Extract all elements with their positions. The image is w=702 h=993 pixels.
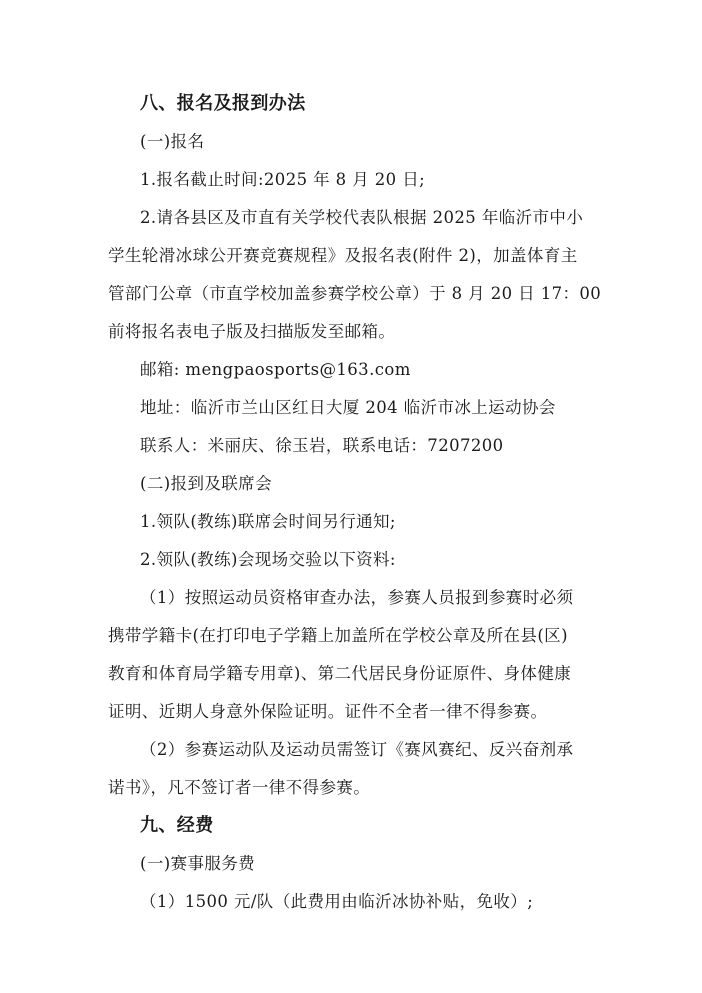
paragraph-deadline: 1.报名截止时间:2025 年 8 月 20 日; bbox=[140, 170, 426, 189]
subsection-service-fee: (一)赛事服务费 bbox=[140, 854, 256, 873]
section-heading-fees: 九、经费 bbox=[140, 815, 214, 836]
paragraph-line: 学生轮滑冰球公开赛竞赛规程》及报名表(附件 2)，加盖体育主 bbox=[108, 246, 578, 265]
paragraph-line: （2）参赛运动队及运动员需签订《赛风赛纪、反兴奋剂承 bbox=[140, 740, 574, 759]
subsection-checkin: (二)报到及联席会 bbox=[140, 474, 272, 493]
paragraph-line: 携带学籍卡(在打印电子学籍上加盖所在学校公章及所在县(区) bbox=[108, 626, 568, 645]
contact-line: 联系人：米丽庆、徐玉岩，联系电话：7207200 bbox=[140, 436, 504, 455]
paragraph-line: （1）1500 元/队（此费用由临沂冰协补贴，免收）; bbox=[140, 892, 534, 911]
paragraph-line: 2.领队(教练)会现场交验以下资料: bbox=[140, 550, 396, 569]
paragraph-line: 1.领队(教练)联席会时间另行通知; bbox=[140, 512, 396, 531]
paragraph-line: 2.请各县区及市直有关学校代表队根据 2025 年临沂市中小 bbox=[140, 208, 584, 227]
paragraph-line: 证明、近期人身意外保险证明。证件不全者一律不得参赛。 bbox=[108, 702, 548, 721]
paragraph-line: 前将报名表电子版及扫描版发至邮箱。 bbox=[108, 322, 396, 341]
paragraph-line: 教育和体育局学籍专用章)、第二代居民身份证原件、身体健康 bbox=[108, 664, 572, 683]
paragraph-line: 诺书》，凡不签订者一律不得参赛。 bbox=[108, 778, 371, 797]
address-line: 地址：临沂市兰山区红日大厦 204 临沂市冰上运动协会 bbox=[140, 398, 556, 417]
paragraph-line: （1）按照运动员资格审查办法，参赛人员报到参赛时必须 bbox=[140, 588, 574, 607]
section-heading-registration: 八、报名及报到办法 bbox=[140, 93, 306, 114]
email-line: 邮箱: mengpaosports@163.com bbox=[140, 360, 411, 379]
paragraph-line: 管部门公章（市直学校加盖参赛学校公章）于 8 月 20 日 17：00 bbox=[108, 284, 602, 303]
subsection-registration: (一)报名 bbox=[140, 132, 205, 151]
